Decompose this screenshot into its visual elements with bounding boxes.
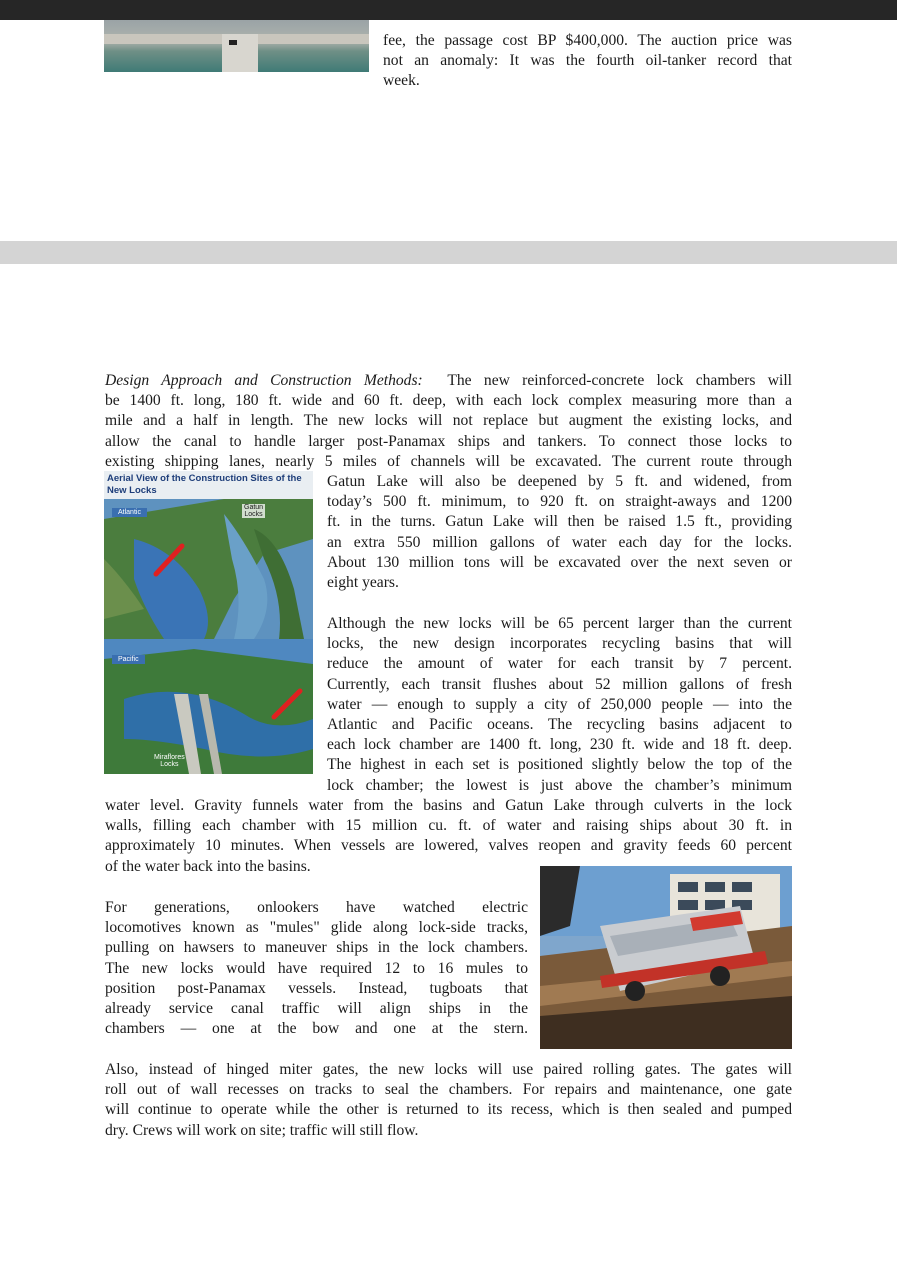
- top-paragraph: [383, 31, 792, 92]
- text-line: water level. Gravity funnels water from the basins and Gatun Lake through culverts in the lock: [105, 797, 792, 814]
- text-line: position post-Panamax vessels. Instead, tugboats that: [105, 979, 528, 997]
- text-line: fee, the passage cost BP $400,000. The auction price was: [383, 32, 792, 49]
- text-line: chambers — one at the bow and one at the stern.: [105, 1020, 528, 1038]
- locks-paragraph-continued: [105, 796, 792, 877]
- text-line: allow the canal to handle larger post-Panamax ships and tankers. To connect those locks to: [105, 432, 792, 450]
- text-line: locomotives known as "mules" glide along lock-side tracks,: [105, 919, 528, 937]
- text-line: Although the new locks will be 65 percent larger than the current: [327, 615, 792, 632]
- atlantic-label: Atlantic: [112, 508, 147, 517]
- text-line: For generations, onlookers have watched electric: [105, 899, 528, 916]
- text-line: locks, the new design incorporates recycling basins that will: [327, 635, 792, 653]
- lock-photo-top: [104, 20, 369, 72]
- status-bar: [0, 0, 897, 20]
- miraflores-label-line: Miraflores: [154, 754, 185, 761]
- lock-gate-structure: [222, 34, 258, 72]
- text-line: each lock chamber are 1400 ft. long, 230 ft. wide and 18 ft. deep.: [327, 736, 792, 754]
- text-line: About 130 million tons will be excavated over the next seven or: [327, 553, 792, 571]
- text-line: be 1400 ft. long, 180 ft. wide and 60 ft. deep, with each lock complex measuring more than a: [105, 392, 792, 410]
- text-line: eight years.: [327, 574, 399, 592]
- text-line: will continue to operate while the other is returned to its recess, which is then sealed and pumped: [105, 1101, 792, 1119]
- text-line: an extra 550 million gallons of water each day for the locks.: [327, 533, 792, 551]
- text-line: [105, 371, 792, 391]
- text-line: week.: [383, 72, 420, 90]
- design-paragraph: [105, 371, 792, 472]
- text-line: Also, instead of hinged miter gates, the new locks will use paired rolling gates. The gates will: [105, 1061, 792, 1078]
- page-divider: [0, 241, 897, 264]
- section-heading: Design Approach and Construction Methods:: [105, 372, 423, 389]
- text-line: approximately 10 minutes. When vessels are lowered, valves reopen and gravity feeds 60 percent: [105, 837, 792, 855]
- text-line: dry. Crews will work on site; traffic will still flow.: [105, 1121, 419, 1139]
- text-line: not an anomaly: It was the fourth oil-tanker record that: [383, 52, 792, 70]
- aerial-figure: [104, 471, 313, 774]
- gatun-label-line: Locks: [244, 511, 263, 518]
- text-line: pulling on hawsers to maneuver ships in the lock chambers.: [105, 939, 528, 957]
- gatun-locks-label: [242, 504, 265, 518]
- miraflores-label-line: Locks: [160, 761, 179, 768]
- text-line: already service canal traffic will align ships in the: [105, 1000, 528, 1018]
- aerial-map-svg: [104, 499, 313, 774]
- text-line: reduce the amount of water for each transit by 7 percent.: [327, 655, 792, 673]
- pacific-label: Pacific: [112, 655, 145, 664]
- locks-paragraph: [327, 614, 792, 796]
- text-line: ft. in the turns. Gatun Lake will then be raised 1.5 ft., providing: [327, 513, 792, 531]
- lock-machinery: [229, 40, 237, 45]
- text-line: roll out of wall recesses on tracks to seal the chambers. For repairs and maintenance, one gate: [105, 1081, 792, 1099]
- text-line: of the water back into the basins.: [105, 857, 311, 875]
- text-line: The highest in each set is positioned slightly below the top of the: [327, 756, 792, 774]
- mule-photo-svg: [540, 866, 792, 1049]
- gatun-paragraph: [327, 472, 792, 593]
- miraflores-locks-label: [154, 754, 185, 768]
- gates-paragraph: [105, 1060, 792, 1141]
- text-line: walls, filling each chamber with 15 million cu. ft. of water and raising ships about 30 ft. in: [105, 817, 792, 835]
- text-fragment: The new reinforced-concrete lock chambers will: [447, 372, 793, 389]
- text-line: existing shipping lanes, nearly 5 miles of channels will be excavated. The current route through: [105, 452, 792, 470]
- text-line: The new locks would have required 12 to 16 mules to: [105, 959, 528, 977]
- text-line: water — enough to supply a city of 250,000 people — into the: [327, 695, 792, 713]
- mule-locomotive-photo: [540, 866, 792, 1049]
- gatun-label-line: Gatun: [244, 504, 264, 511]
- text-line: today’s 500 ft. minimum, to 920 ft. on straight-aways and 1200: [327, 493, 792, 511]
- figure-caption: Aerial View of the Construction Sites of the New Locks: [104, 471, 313, 499]
- text-line: lock chamber; the lowest is just above the chamber’s minimum: [327, 776, 792, 794]
- text-line: Currently, each transit flushes about 52 million gallons of fresh: [327, 675, 792, 693]
- text-line: Gatun Lake will also be deepened by 5 ft. and widened, from: [327, 473, 792, 490]
- text-line: Atlantic and Pacific oceans. The recycling basins adjacent to: [327, 716, 792, 734]
- mules-paragraph: [105, 898, 528, 1039]
- text-line: mile and a half in length. The new locks will not replace but augment the existing locks, and: [105, 412, 792, 430]
